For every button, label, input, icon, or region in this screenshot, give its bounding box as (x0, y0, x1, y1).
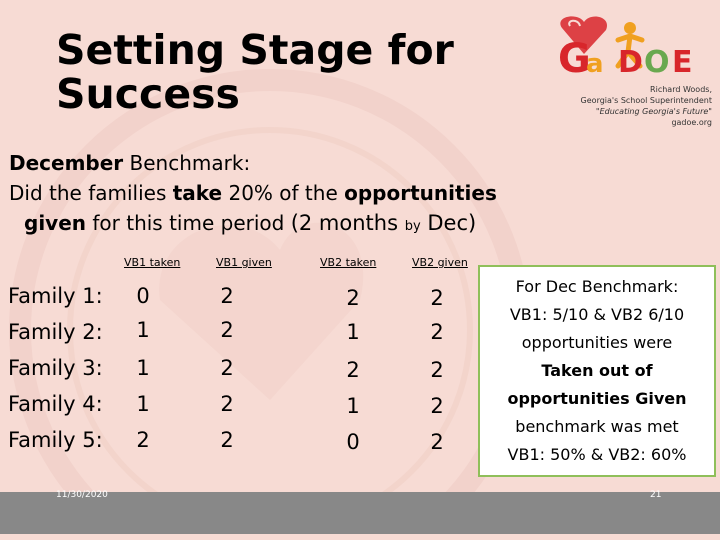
lead-benchmark: Benchmark: (123, 151, 251, 175)
row-label-family-2: Family 2: (8, 320, 103, 344)
cell-f2-vb1-taken: 1 (136, 318, 150, 342)
callout-line-2: VB1: 5/10 & VB2 6/10 (509, 305, 685, 324)
cell-f2-vb1-given: 2 (220, 318, 234, 342)
cell-f4-vb2-taken: 1 (346, 394, 360, 418)
superintendent-credits (581, 84, 712, 128)
cell-f1-vb2-given: 2 (430, 286, 444, 310)
title-line-1: Setting Stage for (56, 26, 454, 74)
footer-bottom-strip (0, 534, 720, 540)
footer-page-number: 21 (650, 490, 662, 500)
row-label-family-3: Family 3: (8, 356, 103, 380)
callout-line-3: opportunities were (521, 333, 673, 352)
credit-line-4: gadoe.org (671, 118, 712, 127)
cell-f4-vb1-taken: 1 (136, 392, 150, 416)
cell-f3-vb1-given: 2 (220, 356, 234, 380)
callout-line-5: opportunities Given (507, 389, 687, 408)
callout-line-7: VB1: 50% & VB2: 60% (507, 445, 687, 464)
svg-text:a: a (586, 49, 604, 79)
cell-f4-vb2-given: 2 (430, 394, 444, 418)
credit-line-3: "Educating Georgia's Future" (595, 107, 712, 116)
row-label-family-5: Family 5: (8, 428, 103, 452)
lead-by: by (404, 219, 421, 234)
callout-line-4: Taken out of (541, 361, 653, 380)
footer-date: 11/30/2020 (56, 490, 108, 500)
lead-percent: 20% of the (222, 181, 345, 205)
cell-f5-vb1-given: 2 (220, 428, 234, 452)
svg-text:E: E (672, 45, 693, 80)
svg-text:G: G (558, 36, 591, 82)
row-label-family-4: Family 4: (8, 392, 103, 416)
cell-f2-vb2-given: 2 (430, 320, 444, 344)
column-header-vb2-taken: VB2 taken (320, 256, 377, 269)
cell-f1-vb1-taken: 0 (136, 284, 150, 308)
page-title (56, 28, 454, 116)
cell-f5-vb2-given: 2 (430, 430, 444, 454)
lead-given: given (24, 211, 87, 235)
lead-time-period: for this time period (86, 211, 291, 235)
svg-text:D: D (618, 45, 643, 80)
cell-f3-vb2-given: 2 (430, 358, 444, 382)
cell-f1-vb1-given: 2 (220, 284, 234, 308)
benchmark-result-callout (478, 265, 716, 477)
lead-two-months: (2 months (290, 211, 405, 235)
column-header-vb1-given: VB1 given (216, 256, 272, 269)
svg-text:O: O (644, 45, 670, 80)
lead-opportunities: opportunities (344, 181, 497, 205)
row-label-family-1: Family 1: (8, 284, 103, 308)
credit-line-2: Georgia's School Superintendent (580, 96, 712, 105)
callout-line-6: benchmark was met (515, 417, 679, 436)
cell-f4-vb1-given: 2 (220, 392, 234, 416)
column-header-vb2-given: VB2 given (412, 256, 468, 269)
benchmark-question (9, 148, 497, 242)
cell-f3-vb2-taken: 2 (346, 358, 360, 382)
cell-f5-vb1-taken: 2 (136, 428, 150, 452)
cell-f2-vb2-taken: 1 (346, 320, 360, 344)
lead-take: take (172, 181, 223, 205)
column-header-vb1-taken: VB1 taken (124, 256, 181, 269)
title-line-2: Success (56, 70, 240, 118)
cell-f5-vb2-taken: 0 (346, 430, 360, 454)
lead-dec: Dec) (420, 211, 477, 235)
lead-line-2 (9, 178, 497, 208)
cell-f3-vb1-taken: 1 (136, 356, 150, 380)
lead-december: December (9, 151, 124, 175)
cell-f1-vb2-taken: 2 (346, 286, 360, 310)
gadoe-logo (548, 8, 716, 82)
footer-bar (0, 492, 720, 534)
credit-line-1: Richard Woods, (650, 85, 712, 94)
lead-did-families: Did the families (9, 181, 173, 205)
lead-line-1 (9, 148, 497, 178)
lead-line-3 (9, 208, 497, 242)
callout-line-1: For Dec Benchmark: (515, 277, 679, 296)
